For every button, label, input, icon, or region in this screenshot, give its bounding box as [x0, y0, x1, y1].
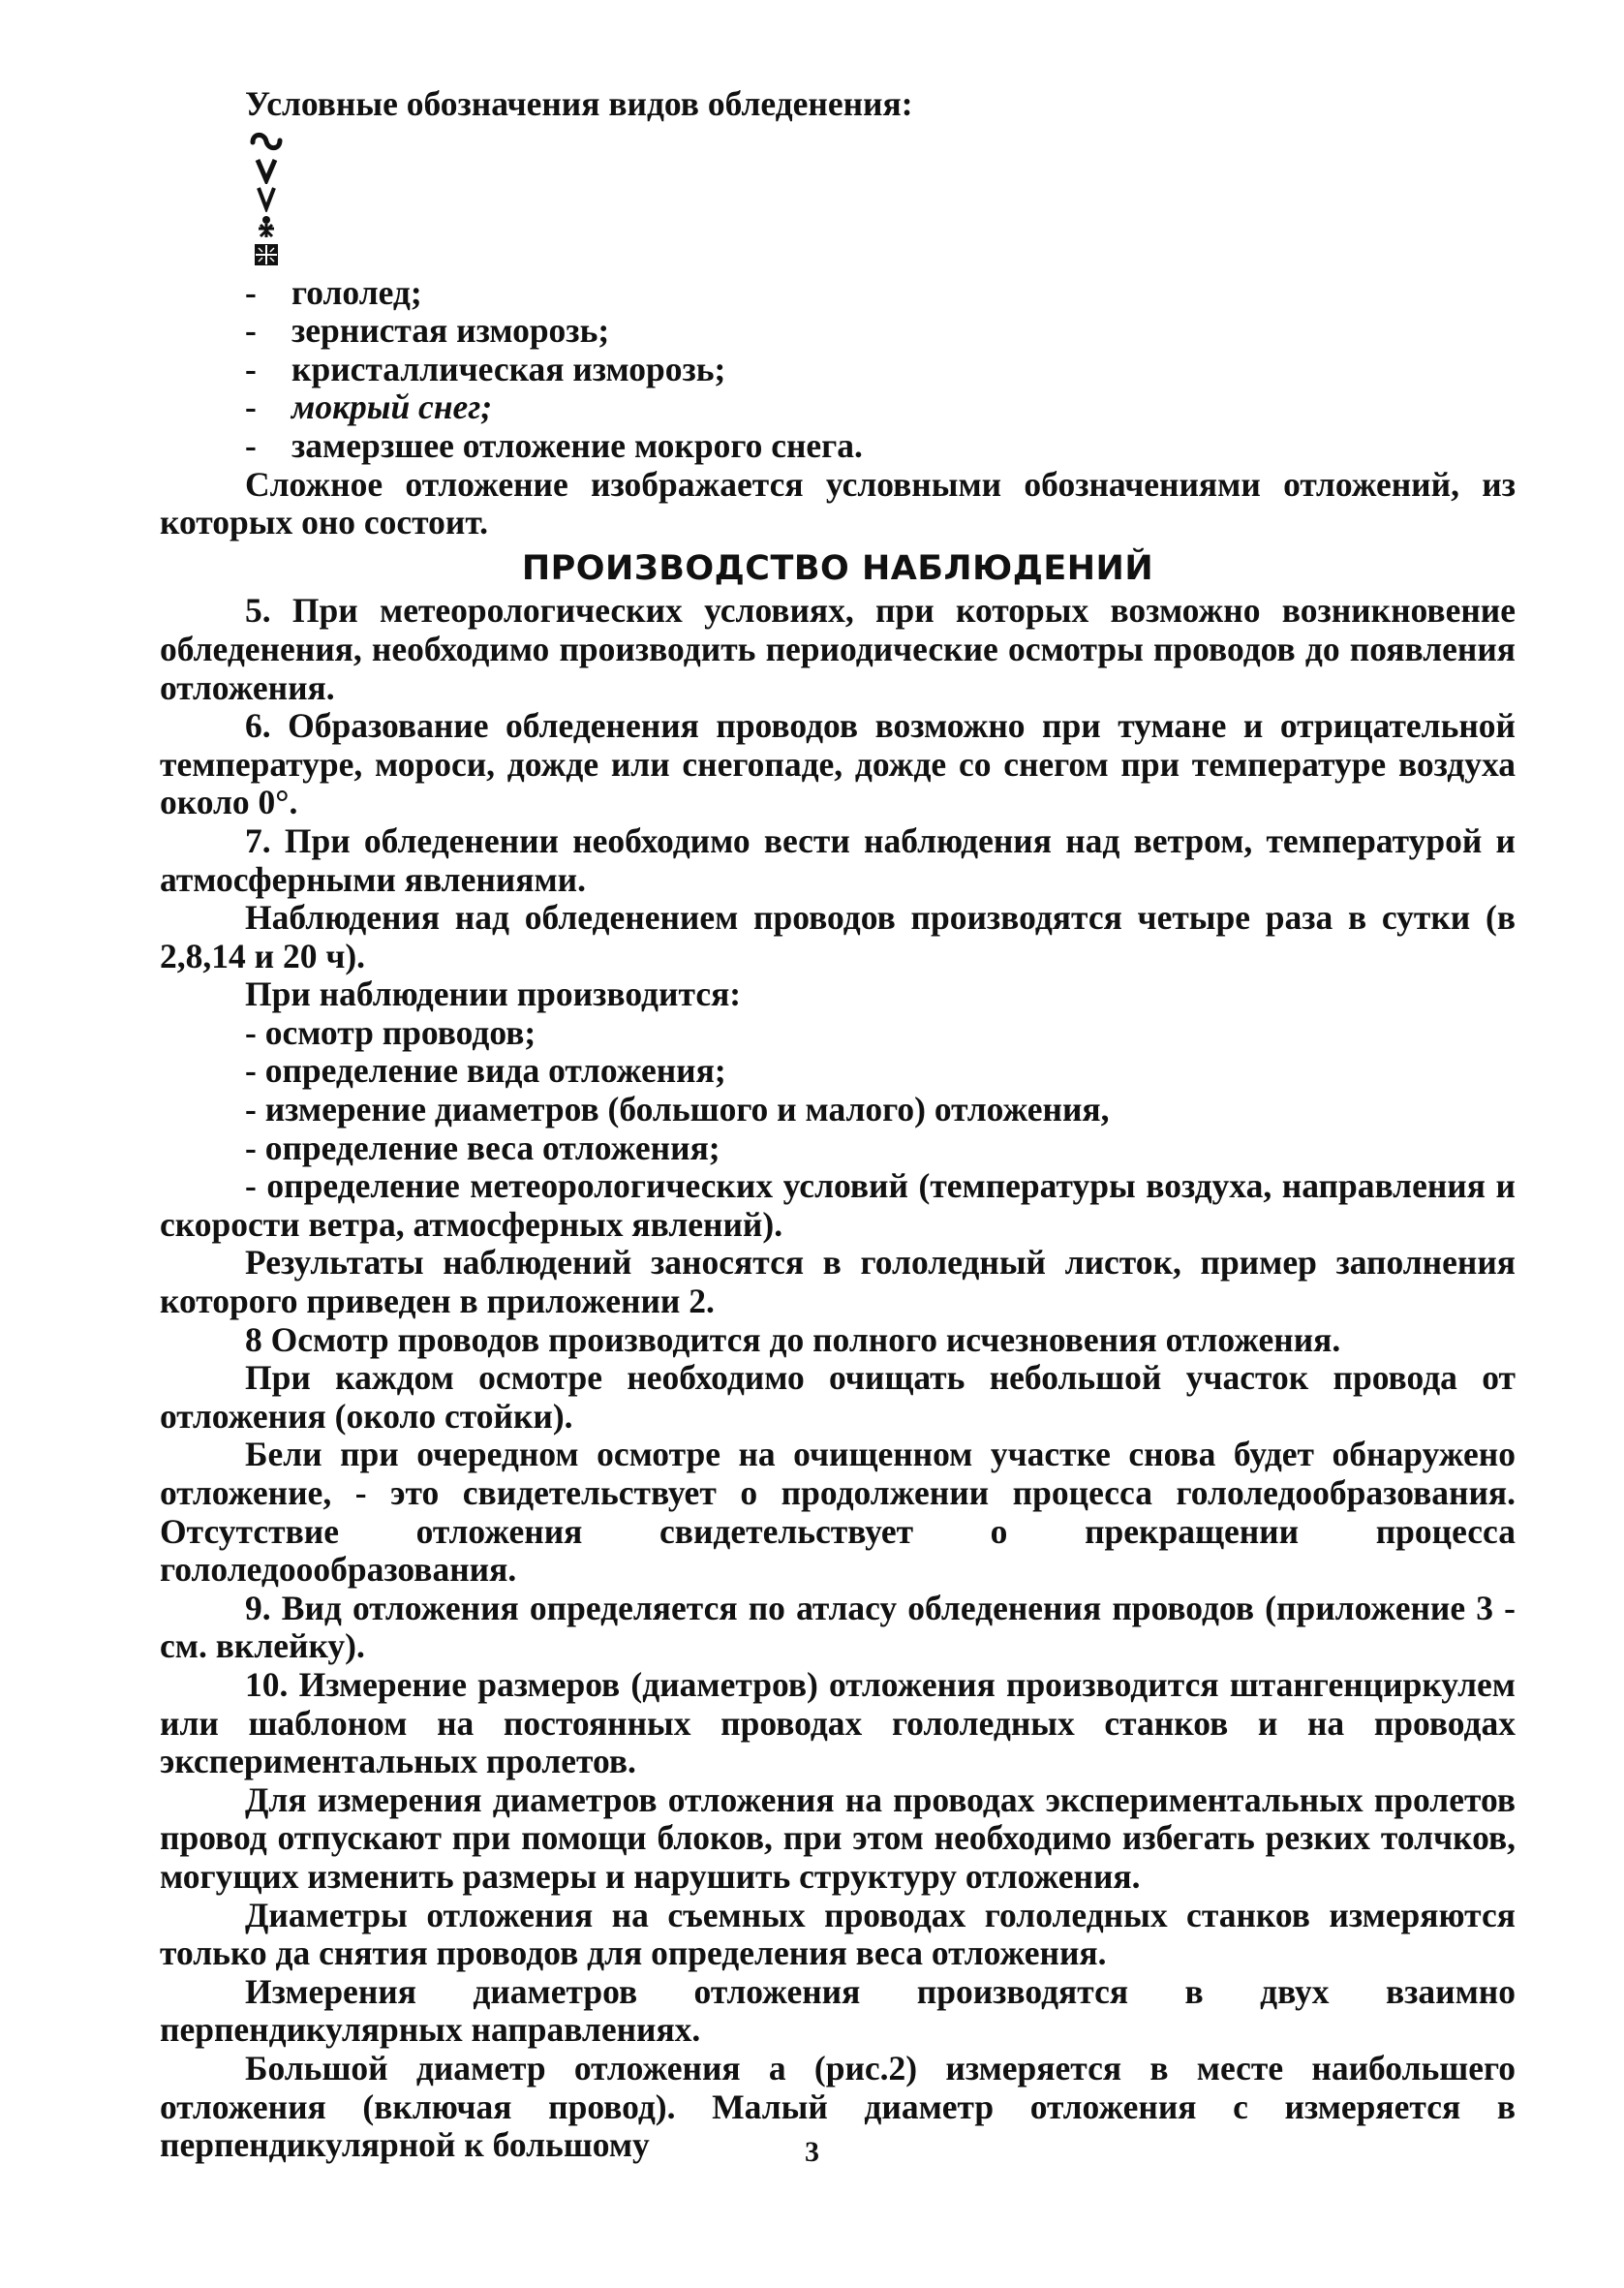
paragraph-6: 6. Образование обледенения проводов возможно при тумане и отрицательной температуре, мороси, дожде или снегопаде, дожде со снегом при температуре воздуха около 0°.	[160, 706, 1516, 822]
paragraph-8-reinspection: Бели при очередном осмотре на очищенном участке снова будет обнаружено отложение, - это свидетельствует о продолжении процесса гололедообразования. Отсутствие отложения свидетельствует о прекращении процесса гололедоообразования.	[160, 1435, 1516, 1590]
paragraph-8-cleaning: При каждом осмотре необходимо очищать небольшой участок провода от отложения (около стойки).	[160, 1358, 1516, 1436]
granular-rime-icon	[249, 156, 284, 184]
legend-item-glaze: - гололед;	[245, 272, 422, 312]
section-heading: ПРОИЗВОДСТВО НАБЛЮДЕНИЙ	[521, 548, 1154, 588]
legend-item-frozen-wet-snow: - замерзшее отложение мокрого снега.	[245, 425, 863, 465]
legend-item-crystalline-rime: - кристаллическая изморозь;	[245, 349, 726, 388]
paragraph-7-list-intro: При наблюдении производится:	[245, 974, 742, 1014]
complex-deposit-note: Сложное отложение изображается условными обозначениями отложений, из которых оно состоит.	[160, 464, 1516, 542]
paragraph-10-directions: Измерения диаметров отложения производятся в двух взаимно перпендикулярных направлениях.	[160, 1971, 1516, 2050]
frozen-wet-snow-icon	[249, 240, 284, 268]
paragraph-5: 5. При метеорологических условиях, при которых возможно возникновение обледенения, необходимо производить периодические осмотры проводов до появления отложения.	[160, 591, 1516, 707]
list-item: - определение метеорологических условий (температуры воздуха, направления и скорости ветра, атмосферных явлений).	[160, 1166, 1516, 1244]
list-item: - измерение диаметров (большого и малого) отложения,	[245, 1090, 1110, 1129]
legend-item-granular-rime: - зернистая изморозь;	[245, 311, 610, 351]
glaze-icon	[249, 128, 284, 156]
list-item: - определение вида отложения;	[245, 1051, 726, 1091]
paragraph-10: 10. Измерение размеров (диаметров) отложения производится штангенциркулем или шаблоном на постоянных проводах гололедных станков и на проводах экспериментальных пролетов.	[160, 1664, 1516, 1781]
legend-title: Условные обозначения видов обледенения:	[245, 84, 913, 123]
paragraph-10-diameters: Большой диаметр отложения а (рис.2) измеряется в месте наибольшего отложения (включая провод). Малый диаметр отложения с измеряется в перпендикулярной к большому	[160, 2048, 1516, 2165]
list-item: - определение веса отложения;	[245, 1128, 720, 1167]
document-page	[160, 85, 1516, 2165]
legend-item-wet-snow: - мокрый снег;	[245, 387, 493, 427]
paragraph-10-experimental: Для измерения диаметров отложения на проводах экспериментальных пролетов провод отпускают при помощи блоков, при этом необходимо избегать резких толчков, могущих изменить размеры и нарушить структуру отложения.	[160, 1779, 1516, 1896]
paragraph-9: 9. Вид отложения определяется по атласу обледенения проводов (приложение 3 - см. вклейку).	[160, 1588, 1516, 1666]
paragraph-7: 7. При обледенении необходимо вести наблюдения над ветром, температурой и атмосферными явлениями.	[160, 820, 1516, 899]
list-item: - осмотр проводов;	[245, 1012, 536, 1052]
paragraph-8: 8 Осмотр проводов производится до полного исчезновения отложения.	[245, 1319, 1341, 1359]
wet-snow-icon	[249, 212, 284, 240]
paragraph-7-schedule: Наблюдения над обледенением проводов производятся четыре раза в сутки (в 2,8,14 и 20 ч).	[160, 898, 1516, 975]
paragraph-7-results: Результаты наблюдений заносятся в гололедный листок, пример заполнения которого приведен в приложении 2.	[160, 1243, 1516, 1321]
paragraph-10-removable: Диаметры отложения на съемных проводах гололедных станков измеряются только да снятия проводов для определения веса отложения.	[160, 1895, 1516, 1973]
page-number: 3	[805, 2136, 819, 2168]
crystalline-rime-icon	[249, 184, 284, 212]
legend-symbols	[249, 128, 284, 268]
